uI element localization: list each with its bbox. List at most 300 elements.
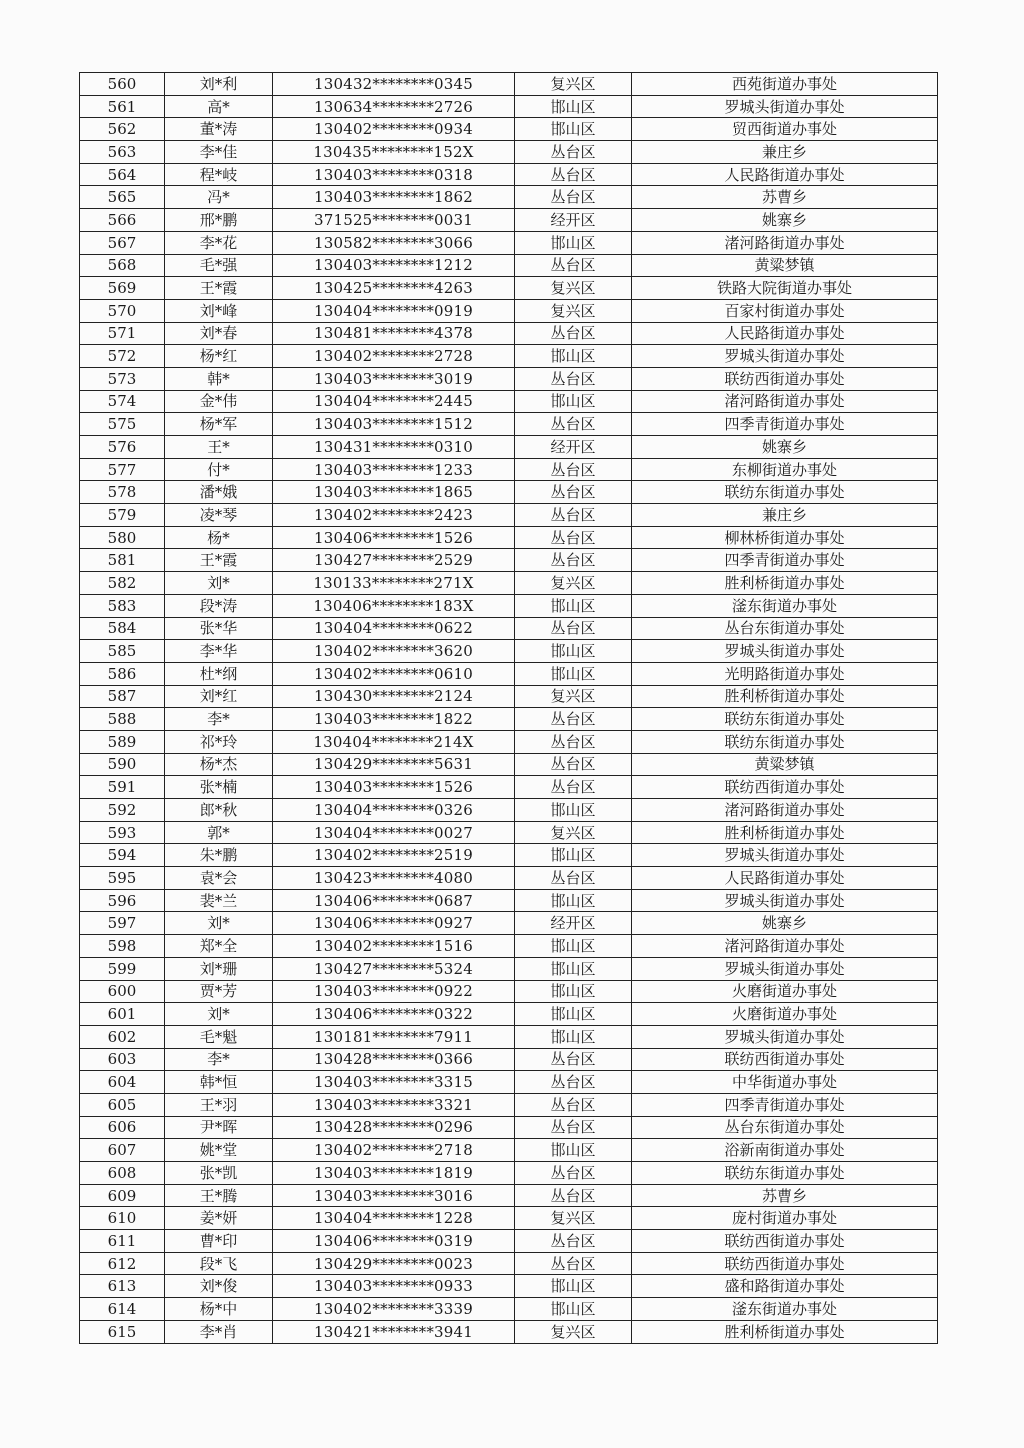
office-cell: 柳林桥街道办事处 <box>632 526 938 549</box>
table-row <box>80 1207 938 1230</box>
name-cell: 刘*珊 <box>165 957 273 980</box>
district-cell: 经开区 <box>515 436 632 459</box>
table-row <box>80 1320 938 1343</box>
name-cell: 段*涛 <box>165 594 273 617</box>
name-cell: 刘*峰 <box>165 299 273 322</box>
district-cell: 丛台区 <box>515 1093 632 1116</box>
table-row <box>80 617 938 640</box>
table-row <box>80 935 938 958</box>
district-cell: 丛台区 <box>515 163 632 186</box>
row-number-cell: 592 <box>80 799 165 822</box>
roster-table <box>79 72 938 1344</box>
id-number-cell: 130429********5631 <box>273 753 515 776</box>
office-cell: 胜利桥街道办事处 <box>632 1320 938 1343</box>
office-cell: 四季青街道办事处 <box>632 549 938 572</box>
name-cell: 郭* <box>165 821 273 844</box>
table-row <box>80 299 938 322</box>
row-number-cell: 609 <box>80 1184 165 1207</box>
table-row <box>80 481 938 504</box>
name-cell: 刘* <box>165 1003 273 1026</box>
district-cell: 邯山区 <box>515 594 632 617</box>
row-number-cell: 585 <box>80 640 165 663</box>
row-number-cell: 584 <box>80 617 165 640</box>
office-cell: 联纺东街道办事处 <box>632 481 938 504</box>
row-number-cell: 601 <box>80 1003 165 1026</box>
name-cell: 王*霞 <box>165 277 273 300</box>
district-cell: 丛台区 <box>515 708 632 731</box>
district-cell: 邯山区 <box>515 844 632 867</box>
name-cell: 王*羽 <box>165 1093 273 1116</box>
name-cell: 郎*秋 <box>165 799 273 822</box>
office-cell: 黄粱梦镇 <box>632 753 938 776</box>
row-number-cell: 599 <box>80 957 165 980</box>
id-number-cell: 130634********2726 <box>273 95 515 118</box>
table-row <box>80 662 938 685</box>
table-row <box>80 980 938 1003</box>
district-cell: 经开区 <box>515 209 632 232</box>
office-cell: 罗城头街道办事处 <box>632 889 938 912</box>
table-row <box>80 277 938 300</box>
district-cell: 丛台区 <box>515 481 632 504</box>
district-cell: 邯山区 <box>515 889 632 912</box>
table-row <box>80 1162 938 1185</box>
table-row <box>80 1003 938 1026</box>
name-cell: 刘* <box>165 572 273 595</box>
id-number-cell: 130428********0366 <box>273 1048 515 1071</box>
table-row <box>80 594 938 617</box>
id-number-cell: 130403********0318 <box>273 163 515 186</box>
id-number-cell: 130406********1526 <box>273 526 515 549</box>
name-cell: 曹*印 <box>165 1230 273 1253</box>
name-cell: 刘*春 <box>165 322 273 345</box>
name-cell: 张*楠 <box>165 776 273 799</box>
office-cell: 联纺西街道办事处 <box>632 1048 938 1071</box>
office-cell: 光明路街道办事处 <box>632 662 938 685</box>
row-number-cell: 604 <box>80 1071 165 1094</box>
table-row <box>80 367 938 390</box>
id-number-cell: 130481********4378 <box>273 322 515 345</box>
district-cell: 丛台区 <box>515 367 632 390</box>
row-number-cell: 588 <box>80 708 165 731</box>
table-row <box>80 753 938 776</box>
id-number-cell: 130181********7911 <box>273 1025 515 1048</box>
table-row <box>80 118 938 141</box>
district-cell: 丛台区 <box>515 1230 632 1253</box>
table-row <box>80 390 938 413</box>
row-number-cell: 581 <box>80 549 165 572</box>
table-row <box>80 1048 938 1071</box>
id-number-cell: 130425********4263 <box>273 277 515 300</box>
id-number-cell: 130406********0322 <box>273 1003 515 1026</box>
id-number-cell: 130582********3066 <box>273 231 515 254</box>
name-cell: 董*涛 <box>165 118 273 141</box>
table-row <box>80 889 938 912</box>
name-cell: 裴*兰 <box>165 889 273 912</box>
row-number-cell: 593 <box>80 821 165 844</box>
table-row <box>80 1116 938 1139</box>
row-number-cell: 578 <box>80 481 165 504</box>
name-cell: 付* <box>165 458 273 481</box>
name-cell: 张*华 <box>165 617 273 640</box>
district-cell: 复兴区 <box>515 572 632 595</box>
office-cell: 姚寨乡 <box>632 436 938 459</box>
row-number-cell: 564 <box>80 163 165 186</box>
office-cell: 罗城头街道办事处 <box>632 844 938 867</box>
office-cell: 庞村街道办事处 <box>632 1207 938 1230</box>
office-cell: 丛台东街道办事处 <box>632 617 938 640</box>
id-number-cell: 130403********3321 <box>273 1093 515 1116</box>
row-number-cell: 596 <box>80 889 165 912</box>
district-cell: 邯山区 <box>515 799 632 822</box>
office-cell: 罗城头街道办事处 <box>632 95 938 118</box>
office-cell: 联纺西街道办事处 <box>632 776 938 799</box>
row-number-cell: 580 <box>80 526 165 549</box>
row-number-cell: 606 <box>80 1116 165 1139</box>
district-cell: 丛台区 <box>515 254 632 277</box>
id-number-cell: 130402********0610 <box>273 662 515 685</box>
office-cell: 苏曹乡 <box>632 1184 938 1207</box>
name-cell: 李*肖 <box>165 1320 273 1343</box>
office-cell: 丛台东街道办事处 <box>632 1116 938 1139</box>
id-number-cell: 130402********1516 <box>273 935 515 958</box>
name-cell: 李* <box>165 1048 273 1071</box>
district-cell: 复兴区 <box>515 821 632 844</box>
table-row <box>80 231 938 254</box>
name-cell: 郑*全 <box>165 935 273 958</box>
name-cell: 尹*晖 <box>165 1116 273 1139</box>
name-cell: 杨*杰 <box>165 753 273 776</box>
name-cell: 李*佳 <box>165 141 273 164</box>
row-number-cell: 608 <box>80 1162 165 1185</box>
name-cell: 韩* <box>165 367 273 390</box>
table-row <box>80 867 938 890</box>
id-number-cell: 130133********271X <box>273 572 515 595</box>
id-number-cell: 130404********0027 <box>273 821 515 844</box>
name-cell: 金*伟 <box>165 390 273 413</box>
id-number-cell: 130403********1819 <box>273 1162 515 1185</box>
table-row <box>80 549 938 572</box>
row-number-cell: 597 <box>80 912 165 935</box>
table-row <box>80 1275 938 1298</box>
id-number-cell: 130402********2728 <box>273 345 515 368</box>
name-cell: 毛*强 <box>165 254 273 277</box>
office-cell: 联纺东街道办事处 <box>632 730 938 753</box>
row-number-cell: 613 <box>80 1275 165 1298</box>
id-number-cell: 130406********183X <box>273 594 515 617</box>
name-cell: 杨*红 <box>165 345 273 368</box>
office-cell: 人民路街道办事处 <box>632 322 938 345</box>
id-number-cell: 130403********0933 <box>273 1275 515 1298</box>
district-cell: 丛台区 <box>515 730 632 753</box>
office-cell: 联纺西街道办事处 <box>632 367 938 390</box>
office-cell: 渚河路街道办事处 <box>632 390 938 413</box>
name-cell: 毛*魁 <box>165 1025 273 1048</box>
table-row <box>80 730 938 753</box>
id-number-cell: 130404********0622 <box>273 617 515 640</box>
table-row <box>80 141 938 164</box>
name-cell: 姚*堂 <box>165 1139 273 1162</box>
name-cell: 刘* <box>165 912 273 935</box>
table-row <box>80 526 938 549</box>
id-number-cell: 130403********3019 <box>273 367 515 390</box>
name-cell: 凌*琴 <box>165 504 273 527</box>
district-cell: 丛台区 <box>515 1162 632 1185</box>
table-row <box>80 504 938 527</box>
table-row <box>80 1139 938 1162</box>
id-number-cell: 130423********4080 <box>273 867 515 890</box>
name-cell: 程*岐 <box>165 163 273 186</box>
id-number-cell: 130427********5324 <box>273 957 515 980</box>
id-number-cell: 130402********0934 <box>273 118 515 141</box>
id-number-cell: 130404********0919 <box>273 299 515 322</box>
id-number-cell: 130402********3339 <box>273 1298 515 1321</box>
table-row <box>80 1298 938 1321</box>
table-row <box>80 912 938 935</box>
row-number-cell: 586 <box>80 662 165 685</box>
id-number-cell: 130430********2124 <box>273 685 515 708</box>
district-cell: 丛台区 <box>515 1184 632 1207</box>
row-number-cell: 571 <box>80 322 165 345</box>
table-row <box>80 163 938 186</box>
office-cell: 罗城头街道办事处 <box>632 1025 938 1048</box>
row-number-cell: 602 <box>80 1025 165 1048</box>
id-number-cell: 130403********1865 <box>273 481 515 504</box>
row-number-cell: 573 <box>80 367 165 390</box>
id-number-cell: 130403********1526 <box>273 776 515 799</box>
row-number-cell: 591 <box>80 776 165 799</box>
table-row <box>80 685 938 708</box>
table-row <box>80 799 938 822</box>
name-cell: 段*飞 <box>165 1252 273 1275</box>
name-cell: 祁*玲 <box>165 730 273 753</box>
name-cell: 刘*红 <box>165 685 273 708</box>
office-cell: 火磨街道办事处 <box>632 980 938 1003</box>
name-cell: 刘*利 <box>165 73 273 96</box>
row-number-cell: 603 <box>80 1048 165 1071</box>
id-number-cell: 130403********3016 <box>273 1184 515 1207</box>
office-cell: 贸西街道办事处 <box>632 118 938 141</box>
district-cell: 复兴区 <box>515 685 632 708</box>
office-cell: 东柳街道办事处 <box>632 458 938 481</box>
row-number-cell: 561 <box>80 95 165 118</box>
office-cell: 百家村街道办事处 <box>632 299 938 322</box>
table-row <box>80 821 938 844</box>
name-cell: 朱*鹏 <box>165 844 273 867</box>
row-number-cell: 562 <box>80 118 165 141</box>
district-cell: 邯山区 <box>515 1275 632 1298</box>
id-number-cell: 130406********0927 <box>273 912 515 935</box>
name-cell: 王* <box>165 436 273 459</box>
id-number-cell: 130432********0345 <box>273 73 515 96</box>
table-row <box>80 1252 938 1275</box>
id-number-cell: 130427********2529 <box>273 549 515 572</box>
row-number-cell: 614 <box>80 1298 165 1321</box>
table-row <box>80 640 938 663</box>
name-cell: 姜*妍 <box>165 1207 273 1230</box>
id-number-cell: 130406********0319 <box>273 1230 515 1253</box>
district-cell: 邯山区 <box>515 231 632 254</box>
office-cell: 联纺西街道办事处 <box>632 1252 938 1275</box>
office-cell: 胜利桥街道办事处 <box>632 821 938 844</box>
office-cell: 人民路街道办事处 <box>632 163 938 186</box>
row-number-cell: 560 <box>80 73 165 96</box>
name-cell: 杨*军 <box>165 413 273 436</box>
name-cell: 潘*娥 <box>165 481 273 504</box>
id-number-cell: 130431********0310 <box>273 436 515 459</box>
name-cell: 杜*纲 <box>165 662 273 685</box>
row-number-cell: 590 <box>80 753 165 776</box>
table-row <box>80 436 938 459</box>
table-row <box>80 345 938 368</box>
row-number-cell: 600 <box>80 980 165 1003</box>
district-cell: 复兴区 <box>515 299 632 322</box>
name-cell: 王*腾 <box>165 1184 273 1207</box>
district-cell: 丛台区 <box>515 617 632 640</box>
name-cell: 刘*俊 <box>165 1275 273 1298</box>
row-number-cell: 575 <box>80 413 165 436</box>
district-cell: 经开区 <box>515 912 632 935</box>
table-row <box>80 572 938 595</box>
office-cell: 中华街道办事处 <box>632 1071 938 1094</box>
office-cell: 联纺东街道办事处 <box>632 708 938 731</box>
office-cell: 黄粱梦镇 <box>632 254 938 277</box>
table-row <box>80 209 938 232</box>
office-cell: 姚寨乡 <box>632 912 938 935</box>
office-cell: 罗城头街道办事处 <box>632 957 938 980</box>
table-row <box>80 1071 938 1094</box>
office-cell: 联纺东街道办事处 <box>632 1162 938 1185</box>
district-cell: 丛台区 <box>515 776 632 799</box>
district-cell: 丛台区 <box>515 1252 632 1275</box>
table-row <box>80 186 938 209</box>
row-number-cell: 579 <box>80 504 165 527</box>
district-cell: 邯山区 <box>515 345 632 368</box>
name-cell: 杨* <box>165 526 273 549</box>
id-number-cell: 130402********3620 <box>273 640 515 663</box>
office-cell: 胜利桥街道办事处 <box>632 685 938 708</box>
office-cell: 浴新南街道办事处 <box>632 1139 938 1162</box>
id-number-cell: 130404********2445 <box>273 390 515 413</box>
id-number-cell: 130403********1212 <box>273 254 515 277</box>
name-cell: 冯* <box>165 186 273 209</box>
id-number-cell: 130403********1862 <box>273 186 515 209</box>
district-cell: 丛台区 <box>515 867 632 890</box>
district-cell: 复兴区 <box>515 1320 632 1343</box>
office-cell: 渚河路街道办事处 <box>632 935 938 958</box>
id-number-cell: 130403********0922 <box>273 980 515 1003</box>
office-cell: 苏曹乡 <box>632 186 938 209</box>
id-number-cell: 130404********0326 <box>273 799 515 822</box>
office-cell: 罗城头街道办事处 <box>632 640 938 663</box>
office-cell: 四季青街道办事处 <box>632 1093 938 1116</box>
office-cell: 兼庄乡 <box>632 141 938 164</box>
district-cell: 丛台区 <box>515 1048 632 1071</box>
row-number-cell: 595 <box>80 867 165 890</box>
office-cell: 姚寨乡 <box>632 209 938 232</box>
district-cell: 邯山区 <box>515 390 632 413</box>
district-cell: 丛台区 <box>515 526 632 549</box>
row-number-cell: 566 <box>80 209 165 232</box>
table-row <box>80 73 938 96</box>
row-number-cell: 583 <box>80 594 165 617</box>
row-number-cell: 598 <box>80 935 165 958</box>
table-row <box>80 844 938 867</box>
name-cell: 韩*恒 <box>165 1071 273 1094</box>
office-cell: 渚河路街道办事处 <box>632 799 938 822</box>
table-row <box>80 458 938 481</box>
district-cell: 邯山区 <box>515 1139 632 1162</box>
name-cell: 杨*中 <box>165 1298 273 1321</box>
district-cell: 复兴区 <box>515 73 632 96</box>
id-number-cell: 130404********1228 <box>273 1207 515 1230</box>
table-row <box>80 957 938 980</box>
table-row <box>80 322 938 345</box>
id-number-cell: 130402********2423 <box>273 504 515 527</box>
office-cell: 胜利桥街道办事处 <box>632 572 938 595</box>
office-cell: 渚河路街道办事处 <box>632 231 938 254</box>
row-number-cell: 582 <box>80 572 165 595</box>
name-cell: 李*华 <box>165 640 273 663</box>
office-cell: 兼庄乡 <box>632 504 938 527</box>
name-cell: 王*霞 <box>165 549 273 572</box>
office-cell: 西苑街道办事处 <box>632 73 938 96</box>
table-row <box>80 1025 938 1048</box>
name-cell: 李* <box>165 708 273 731</box>
id-number-cell: 371525********0031 <box>273 209 515 232</box>
district-cell: 复兴区 <box>515 277 632 300</box>
row-number-cell: 612 <box>80 1252 165 1275</box>
name-cell: 贾*芳 <box>165 980 273 1003</box>
row-number-cell: 563 <box>80 141 165 164</box>
row-number-cell: 572 <box>80 345 165 368</box>
district-cell: 丛台区 <box>515 413 632 436</box>
district-cell: 邯山区 <box>515 980 632 1003</box>
id-number-cell: 130421********3941 <box>273 1320 515 1343</box>
district-cell: 邯山区 <box>515 95 632 118</box>
office-cell: 四季青街道办事处 <box>632 413 938 436</box>
id-number-cell: 130402********2718 <box>273 1139 515 1162</box>
office-cell: 联纺西街道办事处 <box>632 1230 938 1253</box>
row-number-cell: 605 <box>80 1093 165 1116</box>
table-row <box>80 1093 938 1116</box>
row-number-cell: 589 <box>80 730 165 753</box>
row-number-cell: 567 <box>80 231 165 254</box>
district-cell: 邯山区 <box>515 935 632 958</box>
id-number-cell: 130428********0296 <box>273 1116 515 1139</box>
district-cell: 邯山区 <box>515 640 632 663</box>
district-cell: 邯山区 <box>515 1025 632 1048</box>
district-cell: 邯山区 <box>515 957 632 980</box>
id-number-cell: 130404********214X <box>273 730 515 753</box>
row-number-cell: 607 <box>80 1139 165 1162</box>
district-cell: 丛台区 <box>515 753 632 776</box>
table-row <box>80 776 938 799</box>
id-number-cell: 130406********0687 <box>273 889 515 912</box>
district-cell: 复兴区 <box>515 1207 632 1230</box>
row-number-cell: 610 <box>80 1207 165 1230</box>
row-number-cell: 577 <box>80 458 165 481</box>
name-cell: 李*花 <box>165 231 273 254</box>
district-cell: 邯山区 <box>515 662 632 685</box>
district-cell: 丛台区 <box>515 141 632 164</box>
row-number-cell: 574 <box>80 390 165 413</box>
district-cell: 丛台区 <box>515 186 632 209</box>
row-number-cell: 576 <box>80 436 165 459</box>
row-number-cell: 615 <box>80 1320 165 1343</box>
table-row <box>80 1230 938 1253</box>
table-row <box>80 708 938 731</box>
id-number-cell: 130429********0023 <box>273 1252 515 1275</box>
